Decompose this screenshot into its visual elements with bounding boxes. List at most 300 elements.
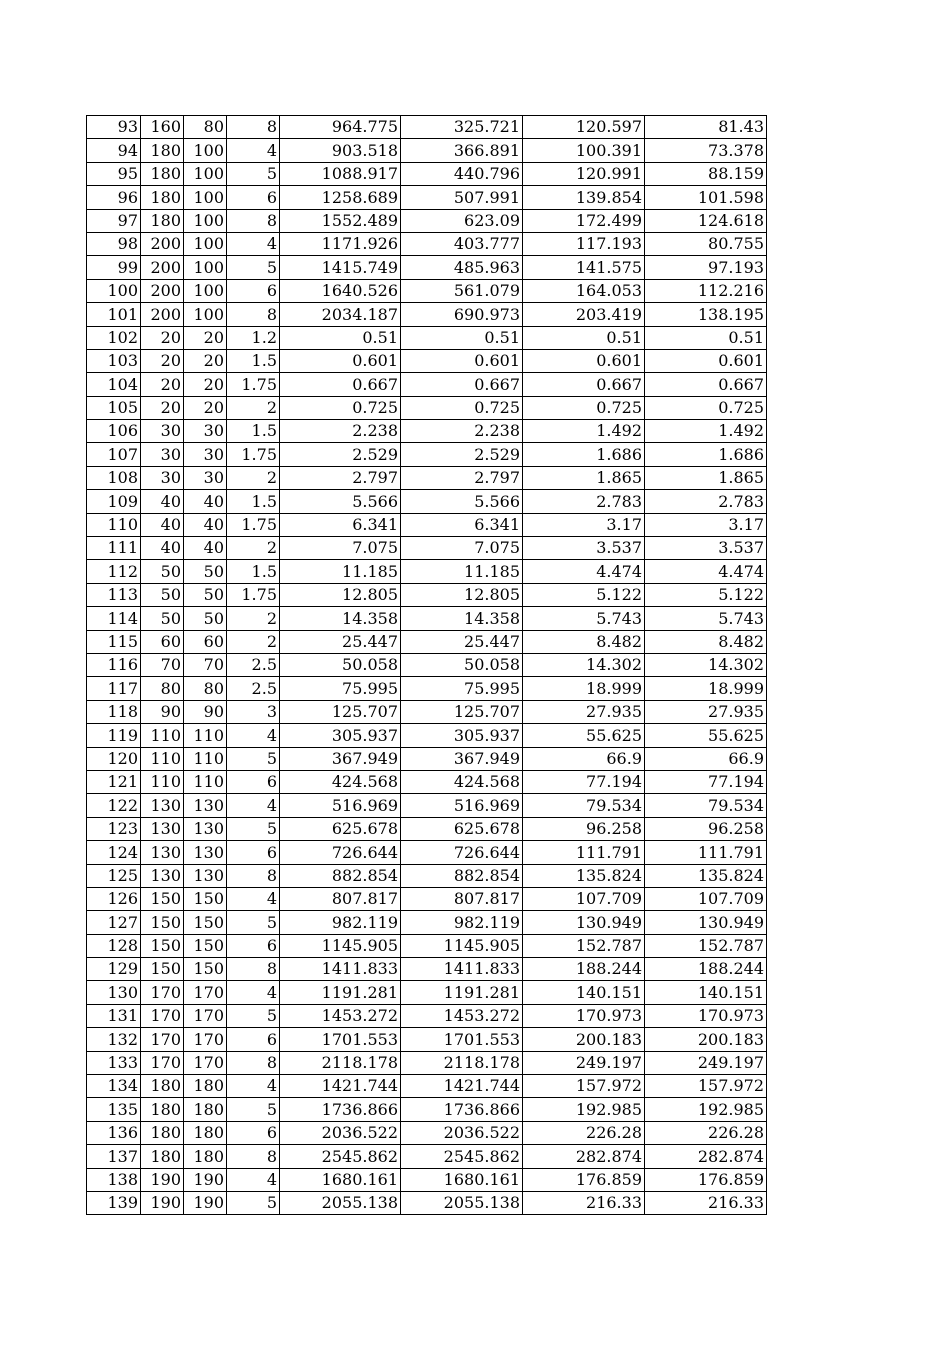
cell-value-1: 882.854 [280, 864, 401, 887]
cell-value-3: 0.667 [523, 373, 645, 396]
cell-value-2: 125.707 [401, 700, 523, 723]
cell-value-3: 226.28 [523, 1121, 645, 1144]
table-row [87, 303, 767, 326]
cell-height: 150 [184, 934, 227, 957]
cell-value-3: 1.492 [523, 420, 645, 443]
cell-value-3: 216.33 [523, 1191, 645, 1214]
cell-value-1: 2.238 [280, 420, 401, 443]
cell-height: 170 [184, 1004, 227, 1027]
cell-value-3: 130.949 [523, 911, 645, 934]
cell-value-3: 1.865 [523, 466, 645, 489]
cell-value-3: 192.985 [523, 1098, 645, 1121]
cell-thickness: 6 [227, 279, 280, 302]
cell-height: 50 [184, 583, 227, 606]
cell-value-2: 5.566 [401, 490, 523, 513]
cell-width: 200 [141, 232, 184, 255]
cell-height: 150 [184, 911, 227, 934]
cell-row-number: 106 [87, 420, 141, 443]
cell-row-number: 128 [87, 934, 141, 957]
cell-value-4: 1.865 [645, 466, 767, 489]
cell-value-2: 305.937 [401, 724, 523, 747]
cell-value-3: 203.419 [523, 303, 645, 326]
cell-value-1: 1640.526 [280, 279, 401, 302]
cell-value-4: 8.482 [645, 630, 767, 653]
cell-value-2: 325.721 [401, 116, 523, 139]
cell-value-4: 0.725 [645, 396, 767, 419]
cell-width: 50 [141, 583, 184, 606]
cell-value-1: 1552.489 [280, 209, 401, 232]
table-row [87, 1168, 767, 1191]
cell-value-3: 249.197 [523, 1051, 645, 1074]
cell-thickness: 8 [227, 1145, 280, 1168]
cell-value-3: 170.973 [523, 1004, 645, 1027]
cell-value-1: 2036.522 [280, 1121, 401, 1144]
cell-value-1: 964.775 [280, 116, 401, 139]
table-row [87, 256, 767, 279]
cell-height: 20 [184, 326, 227, 349]
cell-height: 80 [184, 677, 227, 700]
table-row [87, 490, 767, 513]
cell-height: 110 [184, 770, 227, 793]
table-row [87, 373, 767, 396]
cell-thickness: 6 [227, 934, 280, 957]
cell-value-3: 172.499 [523, 209, 645, 232]
cell-height: 190 [184, 1191, 227, 1214]
cell-width: 170 [141, 1004, 184, 1027]
cell-width: 160 [141, 116, 184, 139]
cell-thickness: 1.75 [227, 583, 280, 606]
cell-thickness: 6 [227, 770, 280, 793]
cell-value-3: 140.151 [523, 981, 645, 1004]
table-row [87, 1121, 767, 1144]
cell-value-4: 112.216 [645, 279, 767, 302]
cell-thickness: 8 [227, 303, 280, 326]
cell-row-number: 130 [87, 981, 141, 1004]
cell-thickness: 6 [227, 841, 280, 864]
cell-thickness: 5 [227, 256, 280, 279]
cell-value-2: 0.601 [401, 349, 523, 372]
cell-value-3: 5.743 [523, 607, 645, 630]
cell-width: 180 [141, 139, 184, 162]
cell-row-number: 137 [87, 1145, 141, 1168]
cell-value-3: 8.482 [523, 630, 645, 653]
cell-thickness: 2.5 [227, 677, 280, 700]
cell-width: 180 [141, 1075, 184, 1098]
table-row [87, 139, 767, 162]
cell-value-2: 11.185 [401, 560, 523, 583]
cell-value-3: 188.244 [523, 958, 645, 981]
cell-value-2: 2.238 [401, 420, 523, 443]
cell-value-1: 1453.272 [280, 1004, 401, 1027]
table-row [87, 607, 767, 630]
cell-thickness: 2 [227, 396, 280, 419]
cell-width: 40 [141, 513, 184, 536]
cell-row-number: 102 [87, 326, 141, 349]
cell-width: 30 [141, 466, 184, 489]
cell-width: 130 [141, 841, 184, 864]
cell-row-number: 122 [87, 794, 141, 817]
cell-value-4: 188.244 [645, 958, 767, 981]
cell-row-number: 125 [87, 864, 141, 887]
cell-height: 90 [184, 700, 227, 723]
cell-value-1: 6.341 [280, 513, 401, 536]
cell-width: 170 [141, 1051, 184, 1074]
cell-value-2: 2036.522 [401, 1121, 523, 1144]
cell-row-number: 98 [87, 232, 141, 255]
cell-thickness: 1.75 [227, 373, 280, 396]
cell-value-4: 249.197 [645, 1051, 767, 1074]
table-row [87, 1075, 767, 1098]
cell-height: 190 [184, 1168, 227, 1191]
cell-value-1: 305.937 [280, 724, 401, 747]
table-row [87, 443, 767, 466]
cell-thickness: 5 [227, 911, 280, 934]
table-row [87, 677, 767, 700]
cell-value-4: 130.949 [645, 911, 767, 934]
cell-row-number: 107 [87, 443, 141, 466]
cell-value-2: 1191.281 [401, 981, 523, 1004]
cell-value-3: 157.972 [523, 1075, 645, 1098]
cell-thickness: 6 [227, 186, 280, 209]
cell-value-3: 117.193 [523, 232, 645, 255]
cell-width: 20 [141, 396, 184, 419]
cell-value-1: 7.075 [280, 537, 401, 560]
cell-thickness: 6 [227, 1028, 280, 1051]
table-row [87, 116, 767, 139]
cell-thickness: 4 [227, 232, 280, 255]
cell-value-2: 1680.161 [401, 1168, 523, 1191]
cell-value-2: 807.817 [401, 887, 523, 910]
cell-width: 50 [141, 607, 184, 630]
cell-value-1: 125.707 [280, 700, 401, 723]
cell-value-4: 73.378 [645, 139, 767, 162]
cell-height: 60 [184, 630, 227, 653]
cell-thickness: 4 [227, 1075, 280, 1098]
cell-value-4: 140.151 [645, 981, 767, 1004]
cell-value-1: 982.119 [280, 911, 401, 934]
cell-value-1: 75.995 [280, 677, 401, 700]
cell-width: 30 [141, 420, 184, 443]
cell-value-1: 1191.281 [280, 981, 401, 1004]
cell-value-3: 77.194 [523, 770, 645, 793]
table-row [87, 1004, 767, 1027]
cell-value-4: 111.791 [645, 841, 767, 864]
cell-value-4: 157.972 [645, 1075, 767, 1098]
cell-thickness: 2 [227, 607, 280, 630]
cell-row-number: 118 [87, 700, 141, 723]
cell-value-3: 141.575 [523, 256, 645, 279]
cell-row-number: 127 [87, 911, 141, 934]
cell-value-3: 200.183 [523, 1028, 645, 1051]
cell-thickness: 8 [227, 1051, 280, 1074]
cell-value-2: 403.777 [401, 232, 523, 255]
cell-value-2: 424.568 [401, 770, 523, 793]
cell-row-number: 135 [87, 1098, 141, 1121]
cell-value-3: 120.597 [523, 116, 645, 139]
cell-row-number: 119 [87, 724, 141, 747]
cell-value-3: 111.791 [523, 841, 645, 864]
cell-value-3: 139.854 [523, 186, 645, 209]
cell-value-1: 625.678 [280, 817, 401, 840]
cell-value-4: 138.195 [645, 303, 767, 326]
cell-width: 170 [141, 1028, 184, 1051]
cell-height: 150 [184, 958, 227, 981]
cell-width: 90 [141, 700, 184, 723]
cell-value-2: 0.667 [401, 373, 523, 396]
cell-value-2: 2.529 [401, 443, 523, 466]
cell-value-1: 726.644 [280, 841, 401, 864]
cell-value-1: 5.566 [280, 490, 401, 513]
table-row [87, 724, 767, 747]
cell-value-3: 0.51 [523, 326, 645, 349]
cell-width: 80 [141, 677, 184, 700]
cell-value-1: 516.969 [280, 794, 401, 817]
cell-width: 20 [141, 326, 184, 349]
cell-width: 150 [141, 958, 184, 981]
cell-value-2: 516.969 [401, 794, 523, 817]
cell-value-2: 1736.866 [401, 1098, 523, 1121]
cell-value-4: 80.755 [645, 232, 767, 255]
cell-value-4: 282.874 [645, 1145, 767, 1168]
cell-value-4: 101.598 [645, 186, 767, 209]
cell-value-1: 1701.553 [280, 1028, 401, 1051]
cell-thickness: 8 [227, 864, 280, 887]
cell-width: 60 [141, 630, 184, 653]
cell-width: 110 [141, 747, 184, 770]
cell-value-2: 726.644 [401, 841, 523, 864]
cell-height: 100 [184, 279, 227, 302]
cell-value-3: 79.534 [523, 794, 645, 817]
cell-value-4: 77.194 [645, 770, 767, 793]
cell-thickness: 1.5 [227, 420, 280, 443]
cell-value-4: 0.667 [645, 373, 767, 396]
cell-height: 110 [184, 724, 227, 747]
cell-row-number: 105 [87, 396, 141, 419]
cell-value-1: 2545.862 [280, 1145, 401, 1168]
cell-row-number: 134 [87, 1075, 141, 1098]
cell-row-number: 132 [87, 1028, 141, 1051]
cell-value-2: 882.854 [401, 864, 523, 887]
cell-row-number: 139 [87, 1191, 141, 1214]
cell-value-2: 982.119 [401, 911, 523, 934]
cell-value-4: 170.973 [645, 1004, 767, 1027]
cell-value-4: 192.985 [645, 1098, 767, 1121]
cell-height: 100 [184, 256, 227, 279]
table-row [87, 162, 767, 185]
cell-height: 180 [184, 1145, 227, 1168]
cell-row-number: 121 [87, 770, 141, 793]
cell-value-1: 2034.187 [280, 303, 401, 326]
cell-value-2: 623.09 [401, 209, 523, 232]
cell-value-2: 12.805 [401, 583, 523, 606]
data-table-body [87, 116, 767, 1215]
cell-thickness: 2 [227, 630, 280, 653]
cell-row-number: 116 [87, 653, 141, 676]
cell-value-4: 5.122 [645, 583, 767, 606]
cell-value-3: 135.824 [523, 864, 645, 887]
cell-value-4: 200.183 [645, 1028, 767, 1051]
table-row [87, 887, 767, 910]
cell-value-1: 0.667 [280, 373, 401, 396]
cell-value-4: 96.258 [645, 817, 767, 840]
cell-width: 110 [141, 770, 184, 793]
cell-row-number: 123 [87, 817, 141, 840]
table-row [87, 396, 767, 419]
table-row [87, 653, 767, 676]
cell-thickness: 1.2 [227, 326, 280, 349]
cell-thickness: 6 [227, 1121, 280, 1144]
cell-value-4: 0.601 [645, 349, 767, 372]
table-row [87, 911, 767, 934]
cell-height: 100 [184, 232, 227, 255]
cell-value-4: 226.28 [645, 1121, 767, 1144]
table-row [87, 981, 767, 1004]
cell-value-2: 7.075 [401, 537, 523, 560]
cell-value-4: 3.17 [645, 513, 767, 536]
cell-value-4: 27.935 [645, 700, 767, 723]
cell-value-4: 81.43 [645, 116, 767, 139]
cell-height: 20 [184, 373, 227, 396]
cell-height: 40 [184, 513, 227, 536]
cell-thickness: 8 [227, 116, 280, 139]
cell-width: 20 [141, 349, 184, 372]
cell-row-number: 95 [87, 162, 141, 185]
cell-row-number: 133 [87, 1051, 141, 1074]
cell-value-1: 1421.744 [280, 1075, 401, 1098]
cell-width: 30 [141, 443, 184, 466]
cell-width: 180 [141, 186, 184, 209]
cell-value-3: 120.991 [523, 162, 645, 185]
cell-value-4: 66.9 [645, 747, 767, 770]
cell-value-1: 0.601 [280, 349, 401, 372]
cell-width: 200 [141, 256, 184, 279]
cell-value-2: 1453.272 [401, 1004, 523, 1027]
cell-value-3: 27.935 [523, 700, 645, 723]
cell-height: 30 [184, 466, 227, 489]
cell-value-3: 18.999 [523, 677, 645, 700]
cell-value-4: 152.787 [645, 934, 767, 957]
cell-row-number: 96 [87, 186, 141, 209]
cell-value-4: 216.33 [645, 1191, 767, 1214]
cell-value-3: 176.859 [523, 1168, 645, 1191]
cell-height: 30 [184, 443, 227, 466]
cell-value-2: 2.797 [401, 466, 523, 489]
cell-value-3: 152.787 [523, 934, 645, 957]
cell-value-2: 1421.744 [401, 1075, 523, 1098]
cell-value-4: 1.686 [645, 443, 767, 466]
cell-height: 40 [184, 537, 227, 560]
cell-value-1: 903.518 [280, 139, 401, 162]
cell-thickness: 3 [227, 700, 280, 723]
table-row [87, 630, 767, 653]
cell-value-1: 2.529 [280, 443, 401, 466]
cell-height: 100 [184, 303, 227, 326]
table-row [87, 770, 767, 793]
cell-value-3: 96.258 [523, 817, 645, 840]
cell-width: 150 [141, 887, 184, 910]
cell-height: 180 [184, 1098, 227, 1121]
cell-row-number: 99 [87, 256, 141, 279]
cell-row-number: 126 [87, 887, 141, 910]
cell-row-number: 111 [87, 537, 141, 560]
cell-value-2: 6.341 [401, 513, 523, 536]
cell-width: 180 [141, 1121, 184, 1144]
cell-row-number: 103 [87, 349, 141, 372]
cell-value-2: 2055.138 [401, 1191, 523, 1214]
cell-row-number: 115 [87, 630, 141, 653]
cell-height: 100 [184, 209, 227, 232]
cell-value-3: 5.122 [523, 583, 645, 606]
cell-value-2: 0.725 [401, 396, 523, 419]
cell-thickness: 4 [227, 139, 280, 162]
cell-width: 20 [141, 373, 184, 396]
cell-width: 150 [141, 911, 184, 934]
cell-width: 110 [141, 724, 184, 747]
cell-thickness: 1.75 [227, 513, 280, 536]
cell-value-1: 1411.833 [280, 958, 401, 981]
table-row [87, 1145, 767, 1168]
cell-value-2: 507.991 [401, 186, 523, 209]
cell-row-number: 101 [87, 303, 141, 326]
cell-value-4: 107.709 [645, 887, 767, 910]
cell-thickness: 5 [227, 1098, 280, 1121]
cell-value-4: 1.492 [645, 420, 767, 443]
cell-height: 180 [184, 1075, 227, 1098]
cell-row-number: 120 [87, 747, 141, 770]
cell-width: 180 [141, 162, 184, 185]
table-row [87, 864, 767, 887]
table-row [87, 186, 767, 209]
cell-value-3: 4.474 [523, 560, 645, 583]
table-row [87, 700, 767, 723]
table-row [87, 420, 767, 443]
cell-value-4: 18.999 [645, 677, 767, 700]
cell-value-2: 1145.905 [401, 934, 523, 957]
table-row [87, 513, 767, 536]
cell-value-3: 1.686 [523, 443, 645, 466]
cell-value-1: 424.568 [280, 770, 401, 793]
table-row [87, 958, 767, 981]
cell-row-number: 110 [87, 513, 141, 536]
cell-row-number: 94 [87, 139, 141, 162]
cell-value-2: 561.079 [401, 279, 523, 302]
cell-value-2: 1411.833 [401, 958, 523, 981]
cell-value-1: 0.51 [280, 326, 401, 349]
cell-value-4: 176.859 [645, 1168, 767, 1191]
table-row [87, 209, 767, 232]
table-row [87, 747, 767, 770]
cell-value-1: 25.447 [280, 630, 401, 653]
cell-value-1: 0.725 [280, 396, 401, 419]
table-row [87, 841, 767, 864]
cell-height: 40 [184, 490, 227, 513]
table-row [87, 794, 767, 817]
cell-value-2: 625.678 [401, 817, 523, 840]
cell-height: 100 [184, 162, 227, 185]
table-row [87, 817, 767, 840]
cell-row-number: 131 [87, 1004, 141, 1027]
cell-thickness: 4 [227, 724, 280, 747]
table-row [87, 583, 767, 606]
cell-value-4: 0.51 [645, 326, 767, 349]
table-row [87, 1191, 767, 1214]
cell-value-2: 440.796 [401, 162, 523, 185]
cell-value-1: 1088.917 [280, 162, 401, 185]
cell-value-4: 124.618 [645, 209, 767, 232]
cell-value-2: 485.963 [401, 256, 523, 279]
cell-value-3: 0.725 [523, 396, 645, 419]
cell-width: 130 [141, 794, 184, 817]
